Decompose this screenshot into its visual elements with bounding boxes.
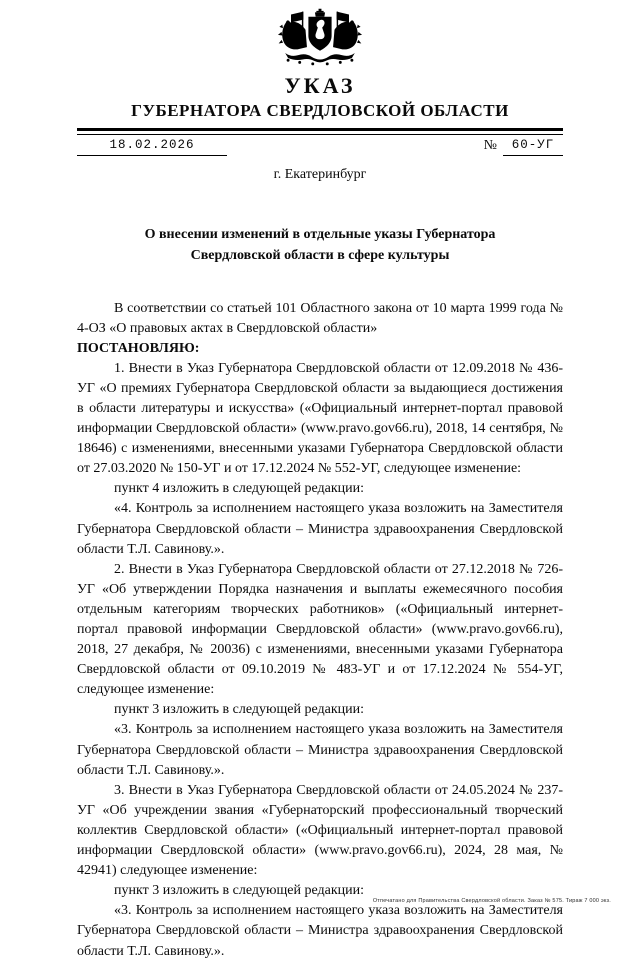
body-paragraph: пункт 4 изложить в следующей редакции: <box>114 481 364 497</box>
body-paragraph: 2. Внести в Указ Губернатора Свердловской области от 27.12.2018 № 726-УГ «Об утверждении Порядка назначения и выплаты ежемесячного пособия отдельным категориям творческих работников» («Официальный интернет-портал правовой информации Свердловской области» (www.pravo.gov66.ru), 2018, 27 декабря, № 20036) с изменениями, внесенными указами Губернатора Свердловской области от 09.10.2019 № 483-УГ и от 17.12.2024 № 554-УГ, следующее изменение: <box>77 561 563 698</box>
header-divider <box>77 128 563 135</box>
document-title <box>77 224 563 266</box>
body-paragraph: «3. Контроль за исполнением настоящего указа возложить на Заместителя Губернатора Свердловской области – Министра здравоохранения Свердловской области Т.Л. Савинову.». <box>77 903 563 959</box>
body-paragraph: пункт 3 изложить в следующей редакции: <box>114 883 364 899</box>
city-line: г. Екатеринбург <box>273 166 367 182</box>
body-paragraph: ПОСТАНОВЛЯЮ: <box>77 340 200 356</box>
body-paragraph: пункт 3 изложить в следующей редакции: <box>114 702 364 718</box>
meta-row <box>77 138 563 161</box>
coat-of-arms-icon <box>0 8 640 71</box>
number-sign: № <box>483 137 497 153</box>
issuer-heading: ГУБЕРНАТОРА СВЕРДЛОВСКОЙ ОБЛАСТИ <box>131 101 509 120</box>
body-paragraph: 3. Внести в Указ Губернатора Свердловской области от 24.05.2024 № 237-УГ «Об учреждении звания «Губернаторский профессиональный творческий коллектив Свердловской области» («Официальный интернет-портал правовой информации Свердловской области» (www.pravo.gov66.ru), 2024, 28 мая, № 42941) следующее изменение: <box>77 782 563 879</box>
doc-type-heading: УКАЗ <box>284 73 356 98</box>
body-text <box>77 299 563 962</box>
body-paragraph: 1. Внести в Указ Губернатора Свердловской области от 12.09.2018 № 436-УГ «О премиях Губернатора Свердловской области за выдающиеся достижения в области литературы и искусства» («Официальный интернет-портал правовой информации Свердловской области» (www.pravo.gov66.ru), 2018, 14 сентября, № 18646) с изменениями, внесенными указами Губернатора Свердловской области от 27.03.2020 № 150-УГ и от 17.12.2024 № 552-УГ, следующее изменение: <box>77 360 563 477</box>
number-value: 60-УГ <box>503 138 563 156</box>
document-header <box>0 8 640 183</box>
title-line-1: О внесении изменений в отдельные указы Губернатора <box>144 226 496 242</box>
decree-page <box>0 8 640 959</box>
print-imprint: Отпечатано для Правительства Свердловской области. Заказ № 575. Тираж 7 000 экз. <box>372 898 611 904</box>
body-paragraph: «4. Контроль за исполнением настоящего указа возложить на Заместителя Губернатора Свердловской области – Министра здравоохранения Свердловской области Т.Л. Савинову.». <box>77 501 563 557</box>
date-field: 18.02.2026 <box>77 138 227 156</box>
number-field <box>484 138 563 156</box>
body-paragraph: В соответствии со статьей 101 Областного закона от 10 марта 1999 года № 4-ОЗ «О правовых актах в Свердловской области» <box>77 300 563 336</box>
title-line-2: Свердловской области в сфере культуры <box>190 247 450 263</box>
body-paragraph: «3. Контроль за исполнением настоящего указа возложить на Заместителя Губернатора Свердловской области – Министра здравоохранения Свердловской области Т.Л. Савинову.». <box>77 722 563 778</box>
